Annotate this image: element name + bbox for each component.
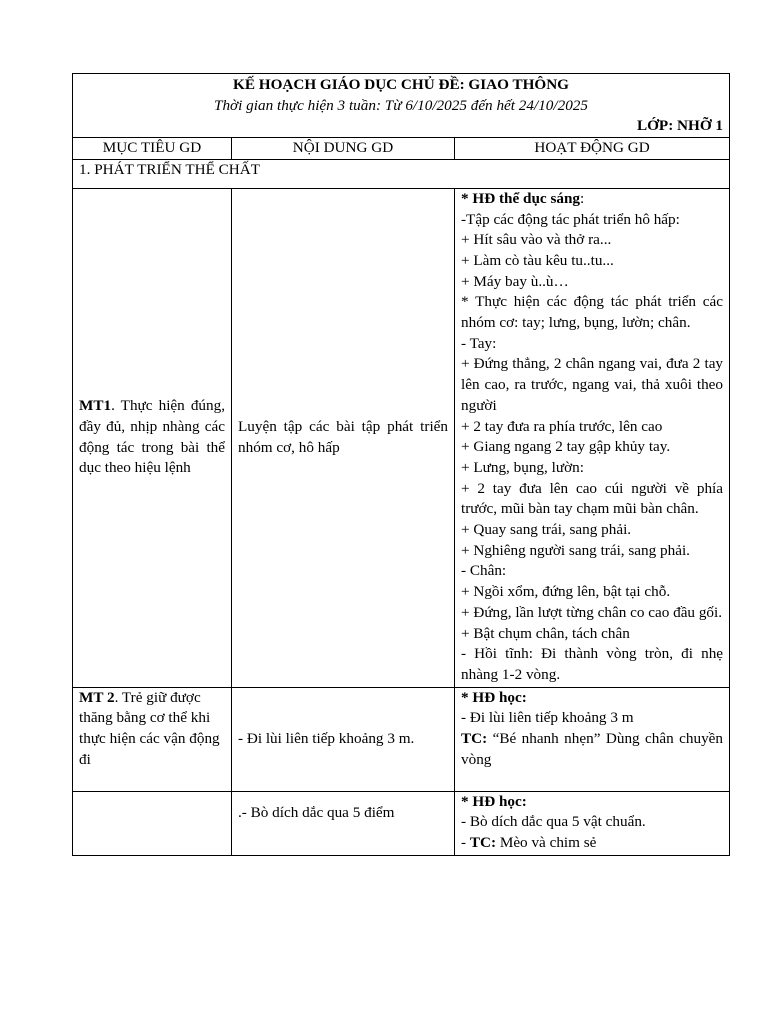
column-header-goal: MỤC TIÊU GD	[73, 138, 232, 160]
education-plan-table	[72, 73, 730, 856]
activity-line: + Nghiêng người sang trái, sang phải.	[461, 541, 690, 559]
content-text: .- Bò dích dắc qua 5 điểm	[238, 803, 395, 821]
column-header-row	[73, 138, 730, 160]
table-row	[73, 687, 730, 791]
activity-line: + Máy bay ù..ù…	[461, 272, 569, 290]
activity-heading: * HĐ học:	[461, 688, 527, 706]
content-text: Luyện tập các bài tập phát triển nhóm cơ, hô hấp	[238, 418, 448, 456]
section-row	[73, 159, 730, 188]
content-text: - Đi lùi liên tiếp khoảng 3 m.	[238, 729, 415, 747]
game-line: TC: “Bé nhanh nhẹn” Dùng chân chuyền vòng	[461, 730, 724, 768]
content-cell	[232, 687, 455, 791]
activity-line: - Chân:	[461, 562, 507, 580]
activity-heading: * HĐ học:	[461, 792, 527, 810]
activity-line: * Thực hiện các động tác phát triển các nhóm cơ: tay; lưng, bụng, lườn; chân.	[461, 293, 724, 332]
activity-line: + 2 tay đưa lên cao cúi người về phía trước, mũi bàn tay chạm mũi bàn chân.	[461, 479, 724, 518]
goal-cell	[73, 687, 232, 791]
column-header-activity: HOẠT ĐỘNG GD	[455, 138, 730, 160]
table-row	[73, 791, 730, 855]
game-line: - TC: Mèo và chim sẻ	[461, 834, 597, 852]
content-cell	[232, 188, 455, 687]
activity-line: + Đứng, lần lượt từng chân co cao đầu gối.	[461, 603, 723, 621]
activity-line: + Làm cò tàu kêu tu..tu...	[461, 251, 614, 269]
goal-text: . Thực hiện đúng, đầy đủ, nhịp nhàng các động tác trong bài thể dục theo hiệu lệnh	[79, 397, 225, 477]
activity-line: - Bò dích dắc qua 5 vật chuẩn.	[461, 813, 646, 831]
class-label: LỚP: NHỠ 1	[636, 117, 724, 135]
activity-line: - Hồi tĩnh: Đi thành vòng tròn, đi nhẹ nhàng 1-2 vòng.	[461, 645, 724, 683]
goal-code: MT1	[79, 397, 112, 415]
goal-code: MT 2	[79, 688, 115, 706]
activity-line: + 2 tay đưa ra phía trước, lên cao	[461, 417, 663, 435]
activity-line: + Đứng thẳng, 2 chân ngang vai, đưa 2 tay lên cao, ra trước, ngang vai, thả xuôi theo người	[461, 355, 724, 414]
column-header-content: NỘI DUNG GD	[232, 138, 455, 160]
activity-cell	[455, 687, 730, 791]
header-cell	[73, 74, 730, 138]
activity-line: -Tập các động tác phát triển hô hấp:	[461, 210, 680, 228]
activity-cell	[455, 791, 730, 855]
section-heading: 1. PHÁT TRIỂN THỂ CHẤT	[73, 159, 730, 188]
activity-heading: * HĐ thể dục sáng:	[461, 189, 585, 207]
activity-line: + Bật chụm chân, tách chân	[461, 624, 630, 642]
goal-text: . Trẻ giữ được thăng bằng cơ thể khi thực hiện các vận động đi	[79, 688, 220, 768]
goal-cell	[73, 791, 232, 855]
activity-line: - Đi lùi liên tiếp khoảng 3 m	[461, 709, 634, 727]
plan-title: KẾ HOẠCH GIÁO DỤC CHỦ ĐỀ: GIAO THÔNG	[233, 76, 569, 93]
activity-line: - Tay:	[461, 334, 497, 352]
header-row	[73, 74, 730, 138]
activity-line: + Quay sang trái, sang phải.	[461, 521, 632, 539]
activity-line: + Ngồi xổm, đứng lên, bật tại chỗ.	[461, 583, 671, 601]
goal-cell	[73, 188, 232, 687]
activity-line: + Hít sâu vào và thở ra...	[461, 231, 612, 249]
activity-cell	[455, 188, 730, 687]
table-row	[73, 188, 730, 687]
plan-subtitle: Thời gian thực hiện 3 tuần: Từ 6/10/2025 đến hết 24/10/2025	[214, 96, 588, 114]
activity-line: + Giang ngang 2 tay gập khủy tay.	[461, 438, 671, 456]
content-cell	[232, 791, 455, 855]
activity-line: + Lưng, bụng, lườn:	[461, 458, 584, 476]
